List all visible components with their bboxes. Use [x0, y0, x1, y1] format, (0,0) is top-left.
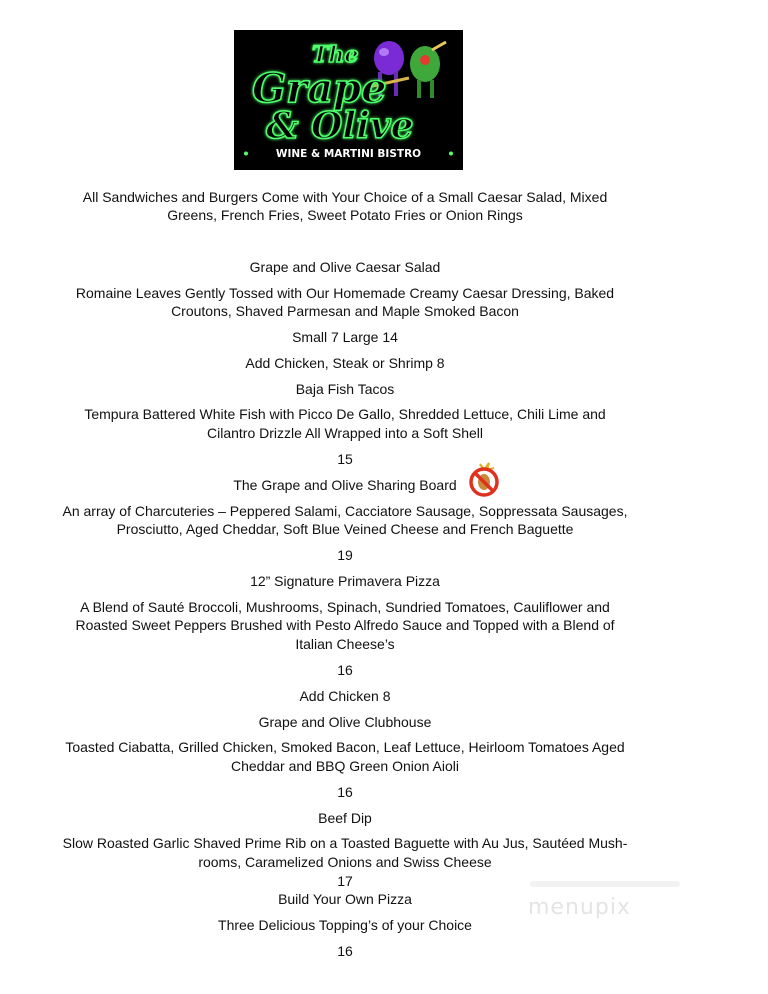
tacos-desc-1: Tempura Battered White Fish with Picco De Gallo, Shredded Lettuce, Chili Lime and: [84, 406, 606, 422]
beefdip-desc-2: rooms, Caramelized Onions and Swiss Cheese: [198, 854, 492, 870]
caesar-price: Small 7 Large 14: [292, 329, 398, 345]
beefdip-price: 17: [337, 873, 353, 889]
beefdip-desc-1: Slow Roasted Garlic Shaved Prime Rib on a Toasted Baguette with Au Jus, Sautéed Mush-: [62, 835, 628, 851]
board-name: The Grape and Olive Sharing Board: [233, 477, 457, 493]
caesar-addon: Add Chicken, Steak or Shrimp 8: [245, 355, 445, 371]
clubhouse-price: 16: [337, 784, 353, 800]
caesar-desc-2: Croutons, Shaved Parmesan and Maple Smoked Bacon: [171, 303, 519, 319]
olive-character-icon: [410, 42, 446, 98]
intro-line-1: All Sandwiches and Burgers Come with Your Choice of a Small Caesar Salad, Mixed: [82, 189, 608, 205]
board-desc-1: An array of Charcuteries – Peppered Salami, Cacciatore Sausage, Soppressata Sausages,: [62, 503, 628, 519]
no-meat-icon: [466, 460, 502, 498]
pizza-desc-3: Italian Cheese’s: [295, 636, 395, 652]
board-desc-2: Prosciutto, Aged Cheddar, Soft Blue Veined Cheese and French Baguette: [116, 521, 574, 537]
clubhouse-desc-1: Toasted Ciabatta, Grilled Chicken, Smoked Bacon, Leaf Lettuce, Heirloom Tomatoes Aged: [65, 739, 625, 755]
intro-line-2: Greens, French Fries, Sweet Potato Fries or Onion Rings: [167, 207, 523, 223]
logo-tagline: WINE & MARTINI BISTRO: [275, 148, 422, 160]
logo-line-the: The: [312, 42, 359, 68]
pizza-addon: Add Chicken 8: [299, 688, 391, 704]
logo-line-olive: & Olive: [266, 105, 414, 147]
caesar-name: Grape and Olive Caesar Salad: [249, 259, 441, 275]
beefdip-name: Beef Dip: [318, 810, 372, 826]
clubhouse-name: Grape and Olive Clubhouse: [258, 714, 432, 730]
tacos-desc-2: Cilantro Drizzle All Wrapped into a Soft Shell: [207, 425, 483, 441]
tacos-name: Baja Fish Tacos: [295, 381, 395, 397]
caesar-desc-1: Romaine Leaves Gently Tossed with Our Homemade Creamy Caesar Dressing, Baked: [75, 285, 615, 301]
byo-name: Build Your Own Pizza: [278, 891, 412, 907]
tacos-price: 15: [337, 451, 353, 467]
pizza-name: 12” Signature Primavera Pizza: [250, 573, 440, 589]
pizza-desc-2: Roasted Sweet Peppers Brushed with Pesto Alfredo Sauce and Topped with a Blend of: [75, 617, 615, 633]
pizza-price: 16: [337, 662, 353, 678]
clubhouse-desc-2: Cheddar and BBQ Green Onion Aioli: [230, 758, 460, 774]
byo-desc-1: Three Delicious Topping’s of your Choice: [218, 917, 472, 933]
board-price: 19: [337, 547, 353, 563]
logo-line-grape: Grape: [252, 65, 387, 112]
byo-price: 16: [337, 943, 353, 959]
restaurant-logo: [234, 30, 463, 170]
menupix-watermark: menupix: [528, 895, 658, 935]
pizza-desc-1: A Blend of Sauté Broccoli, Mushrooms, Spinach, Sundried Tomatoes, Cauliflower and: [80, 599, 610, 615]
